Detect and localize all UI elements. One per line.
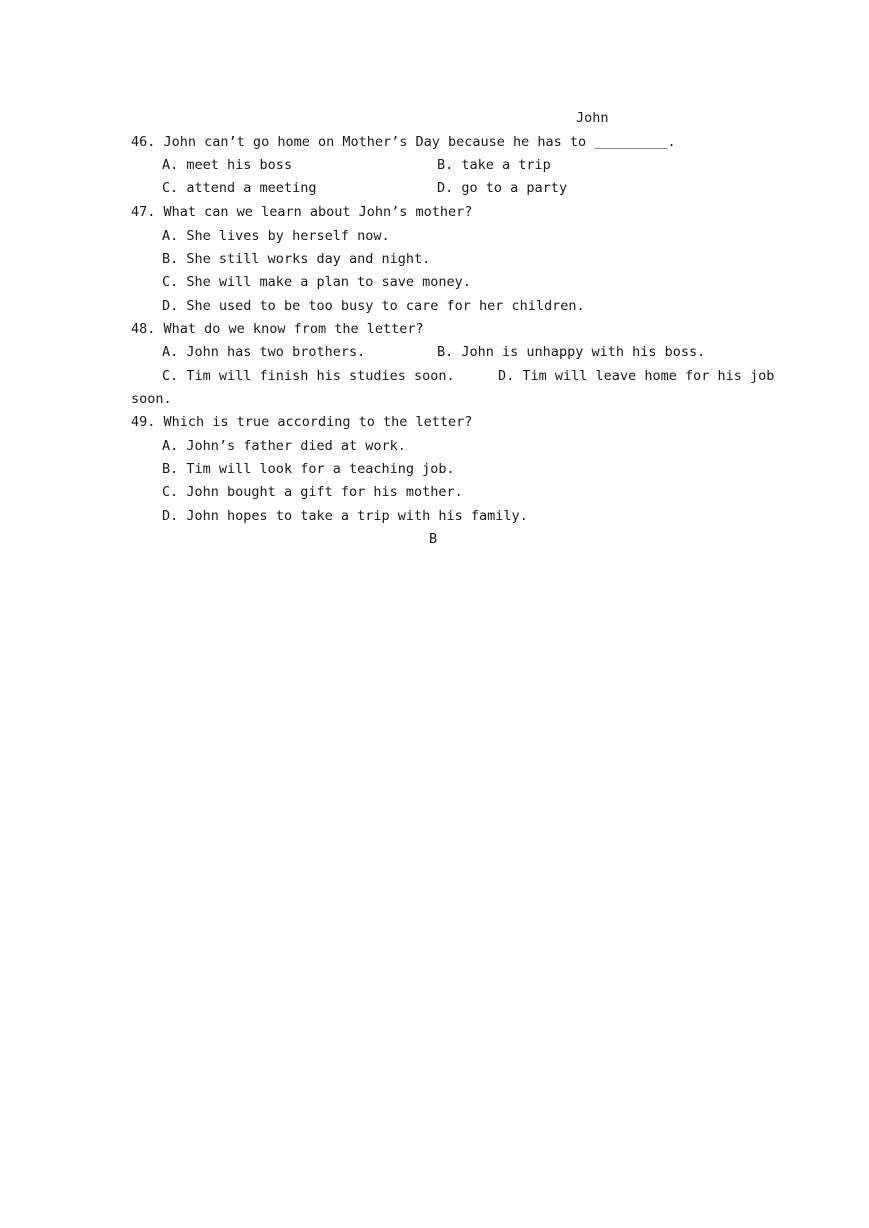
section-label: B: [429, 531, 438, 547]
question-stem: 48. What do we know from the letter?: [131, 321, 424, 337]
option-a: A. meet his boss: [162, 157, 293, 173]
option-b: B. John is unhappy with his boss.: [437, 344, 706, 360]
option-b: B. take a trip: [437, 157, 551, 173]
question-number: 47.: [131, 204, 156, 220]
option-c: C. Tim will finish his studies soon.: [162, 368, 455, 384]
question-number: 48.: [131, 321, 156, 337]
option-d-wrap: soon.: [131, 391, 172, 407]
question-stem: 49. Which is true according to the letter?: [131, 414, 473, 430]
option-a: A. John’s father died at work.: [162, 438, 406, 454]
option-c: C. John bought a gift for his mother.: [162, 484, 463, 500]
option-a: A. John has two brothers.: [162, 344, 366, 360]
option-d: D. John hopes to take a trip with his family.: [162, 508, 528, 524]
letter-signature: John: [576, 110, 609, 126]
option-b: B. She still works day and night.: [162, 251, 431, 267]
question-number: 49.: [131, 414, 156, 430]
option-c: C. attend a meeting: [162, 180, 317, 196]
option-d: D. go to a party: [437, 180, 568, 196]
option-d: D. She used to be too busy to care for her children.: [162, 298, 585, 314]
option-d-text: Tim will leave home for his job: [522, 368, 775, 384]
option-c: C. She will make a plan to save money.: [162, 274, 471, 290]
question-stem: 47. What can we learn about John’s mother?: [131, 204, 473, 220]
option-b: B. Tim will look for a teaching job.: [162, 461, 455, 477]
option-a: A. She lives by herself now.: [162, 228, 390, 244]
question-stem: 46. John can’t go home on Mother’s Day because he has to _________.: [131, 134, 676, 150]
question-number: 46.: [131, 134, 156, 150]
